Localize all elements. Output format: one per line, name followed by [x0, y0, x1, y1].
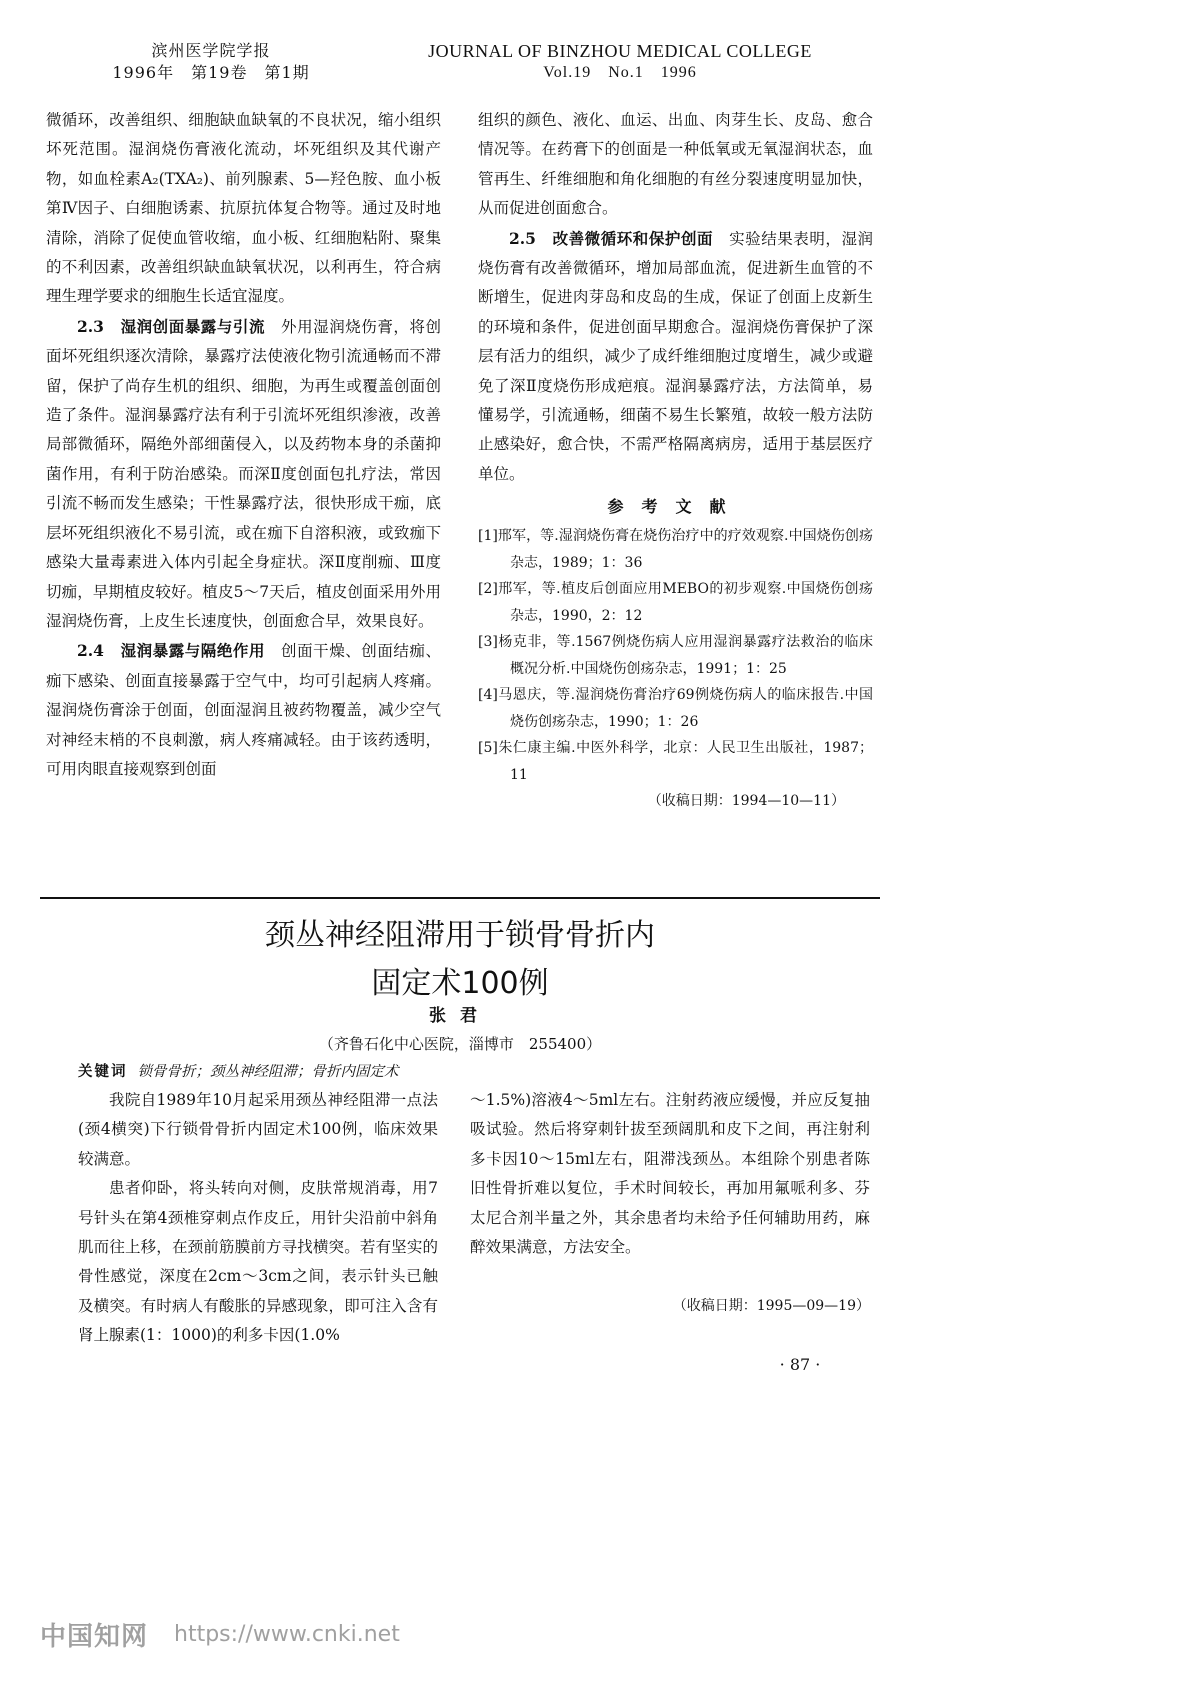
reference-item: [2]邢军，等.植皮后创面应用MEBO的初步观察.中国烧伤创疡杂志，1990，2：12 [478, 581, 873, 624]
cnki-url: https://www.cnki.net [174, 1621, 400, 1647]
paragraph: 我院自1989年10月起采用颈丛神经阻滞一点法(颈4横突)下行锁骨骨折内固定术100例，临床效果较满意。 [78, 1091, 438, 1168]
section-heading: 2.5 改善微循环和保护创面 [509, 228, 714, 248]
article-divider [40, 897, 880, 899]
issue-cn: 1996年 第19卷 第1期 [112, 63, 310, 82]
paragraph: 患者仰卧，将头转向对侧，皮肤常规消毒，用7号针头在第4颈椎穿刺点作皮丘，用针尖沿前中斜角肌而往上移，在颈前筋膜前方寻找横突。若有坚实的骨性感觉，深度在2cm～3cm之间，表示针头已触及横突。有时病人有酸胀的异感现象，即可注入含有肾上腺素(1：1000)的利多卡因(1.0% [78, 1179, 438, 1345]
paragraph: 组织的颜色、液化、血运、出血、肉芽生长、皮岛、愈合情况等。在药膏下的创面是一种低氧或无氧湿润状态，血管再生、纤维细胞和角化细胞的有丝分裂速度明显加快，从而促进创面愈合。 [478, 111, 873, 218]
article-title-line-1: 颈丛神经阻滞用于锁骨骨折内 [265, 918, 655, 953]
journal-name-en: JOURNAL OF BINZHOU MEDICAL COLLEGE [428, 41, 812, 61]
article-received-date: （收稿日期：1995—09—19） [672, 1298, 870, 1314]
article-right-column [470, 1086, 870, 1262]
section-text: 创面干燥、创面结痂、痂下感染、创面直接暴露于空气中，均可引起病人疼痛。湿润烧伤膏涂于创面，创面湿润且被药物覆盖，减少空气对神经末梢的不良刺激，病人疼痛减轻。由于该药透明，可用肉眼直接观察到创面 [46, 642, 441, 778]
cnki-logo: 中国知网 [40, 1621, 149, 1652]
section-paragraph [46, 636, 441, 784]
paragraph: ～1.5%)溶液4～5ml左右。注射药液应缓慢，并应反复抽吸试验。然后将穿刺针拔至颈阔肌和皮下之间，再注射利多卡因10～15ml左右，阻滞浅颈丛。本组除个别患者陈旧性骨折难以复位，手术时间较长，再加用氟哌利多、芬太尼合剂半量之外，其余患者均未给予任何辅助用药，麻醉效果满意，方法安全。 [470, 1091, 870, 1257]
section-heading: 2.4 湿润暴露与隔绝作用 [77, 641, 265, 661]
prev-article-left-column [46, 106, 441, 784]
reference-item: [5]朱仁康主编.中医外科学，北京：人民卫生出版社，1987；11 [478, 740, 873, 783]
article-title-line-2: 固定术100例 [371, 966, 549, 1001]
paragraph: 微循环，改善组织、细胞缺血缺氧的不良状况，缩小组织坏死范围。湿润烧伤膏液化流动，坏死组织及其代谢产物，如血栓素A₂(TXA₂)、前列腺素、5—羟色胺、血小板第Ⅳ因子、白细胞诱素、抗原抗体复合物等。通过及时地清除，消除了促使血管收缩，血小板、红细胞粘附、聚集的不利因素，改善组织缺血缺氧状况，以利再生，符合病理生理学要求的细胞生长适宜湿度。 [46, 111, 441, 306]
article-author: 张君 [429, 1006, 491, 1026]
reference-item: [1]邢军，等.湿润烧伤膏在烧伤治疗中的疗效观察.中国烧伤创疡杂志，1989；1：36 [478, 528, 873, 571]
cnki-watermark [40, 1616, 400, 1652]
section-text: 实验结果表明，湿润烧伤膏有改善微循环，增加局部血流，促进新生血管的不断增生，促进肉芽岛和皮岛的生成，保证了创面上皮新生的环境和条件，促进创面早期愈合。湿润烧伤膏保护了深层有活力的组织，减少了成纤维细胞过度增生，减少或避免了深Ⅱ度烧伤形成疤痕。湿润暴露疗法，方法简单，易懂易学，引流通畅，细菌不易生长繁殖，故较一般方法防止感染好，愈合快，不需严格隔离病房，适用于基层医疗单位。 [478, 229, 873, 483]
references-heading: 参考文献 [607, 497, 744, 517]
article-title [120, 912, 800, 1008]
keywords-label: 关键词 [78, 1063, 128, 1080]
reference-item: [4]马恩庆，等.湿润烧伤膏治疗69例烧伤病人的临床报告.中国烧伤创疡杂志，1990；1：26 [478, 687, 873, 730]
section-paragraph [478, 224, 873, 490]
reference-list [478, 523, 873, 815]
author-affiliation: （齐鲁石化中心医院，淄博市 255400） [318, 1035, 602, 1053]
received-date: （收稿日期：1994—10—11） [647, 793, 845, 810]
keywords [78, 1058, 878, 1086]
section-text: 外用湿润烧伤膏，将创面坏死组织逐次清除，暴露疗法使液化物引流通畅而不滞留，保护了尚存生机的组织、细胞，为再生或覆盖创面创造了条件。湿润暴露疗法有利于引流坏死组织渗液，改善局部微循环，隔绝外部细菌侵入，以及药物本身的杀菌抑菌作用，有利于防治感染。而深Ⅱ度创面包扎疗法，常因引流不畅而发生感染；干性暴露疗法，很快形成干痂，底层坏死组织液化不易引流，或在痂下自溶积液，或致痂下感染大量毒素进入体内引起全身症状。深Ⅱ度削痂、Ⅲ度切痂，早期植皮较好。植皮5～7天后，植皮创面采用外用湿润烧伤膏，上皮生长速度快，创面愈合早，效果良好。 [46, 317, 441, 630]
page-number: · 87 · [779, 1355, 821, 1374]
journal-header-cn [96, 40, 326, 84]
reference-item: [3]杨克非，等.1567例烧伤病人应用湿润暴露疗法救治的临床概况分析.中国烧伤创疡杂志，1991；1：25 [478, 634, 873, 677]
journal-header-en [410, 40, 830, 84]
issue-en: Vol.19 No.1 1996 [543, 64, 697, 81]
journal-name-cn: 滨州医学院学报 [151, 41, 271, 60]
keywords-value: 锁骨骨折；颈丛神经阻滞；骨折内固定术 [137, 1064, 399, 1080]
prev-article-right-column [478, 106, 873, 815]
section-paragraph [46, 312, 441, 636]
section-heading: 2.3 湿润创面暴露与引流 [77, 316, 265, 336]
article-left-column [78, 1086, 438, 1351]
